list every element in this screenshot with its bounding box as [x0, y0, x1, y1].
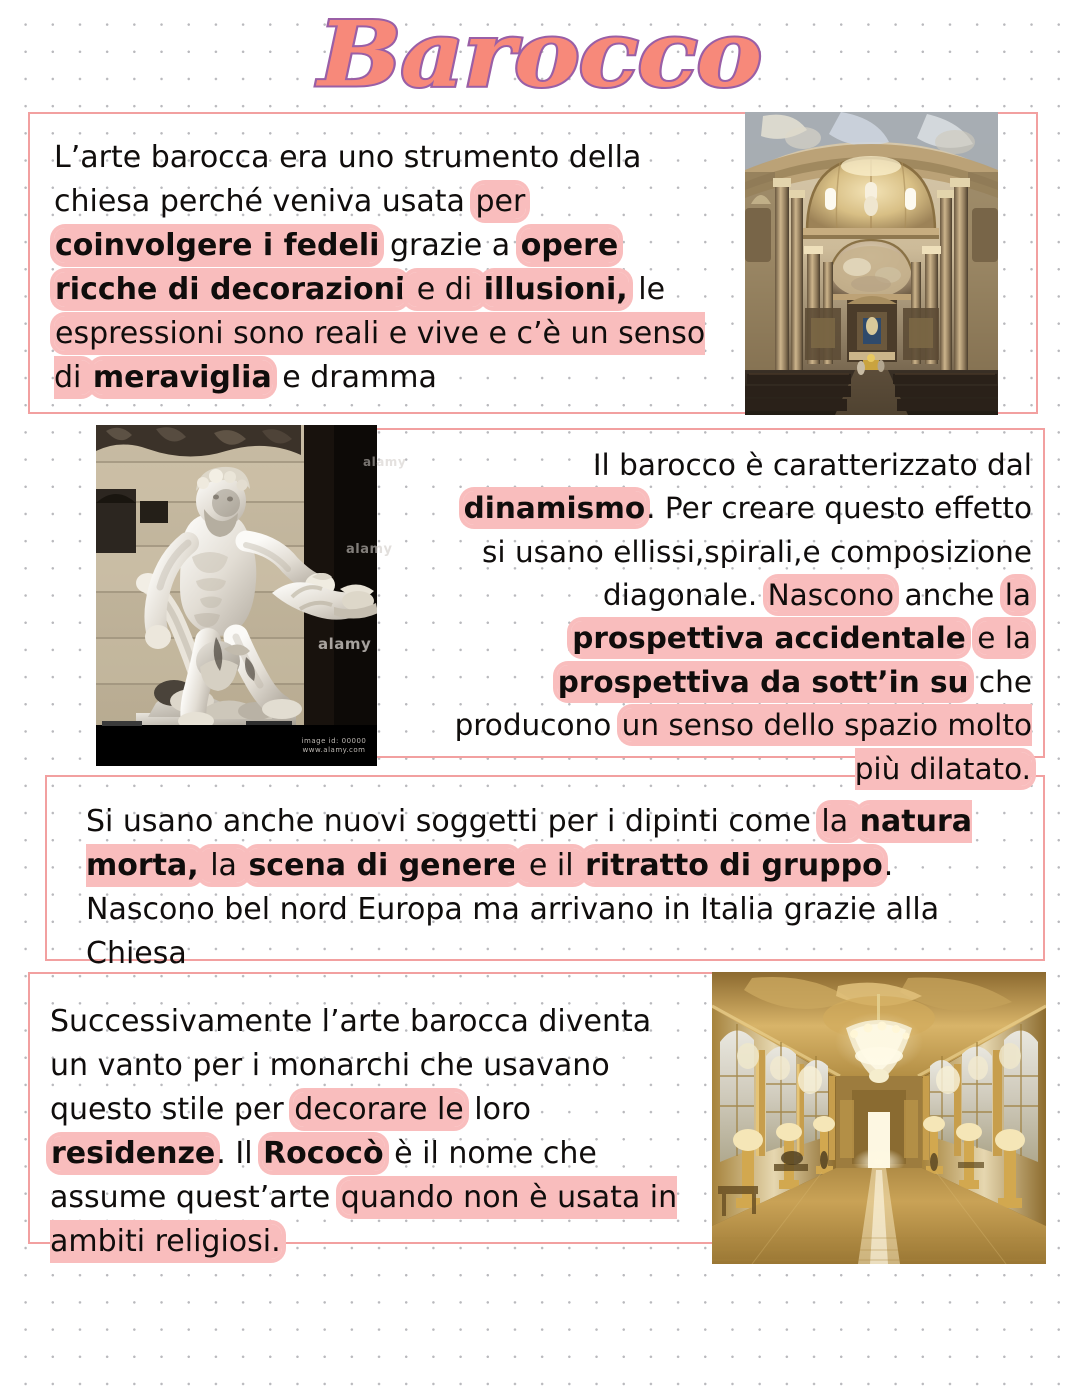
text-run: un senso dello spazio molto più dilatato.	[621, 708, 1032, 786]
text-run: . Per creare questo effetto si usano ellissi,spirali,e composizione diagonale.	[482, 491, 1032, 613]
text-run: opere	[520, 228, 619, 264]
baroque-sculpture-illustration	[96, 425, 377, 766]
text-run: coinvolgere i fedeli	[55, 228, 380, 264]
text-run: è il nome che assume quest’arte	[50, 1136, 597, 1216]
text-run: . Il	[216, 1136, 263, 1172]
text-run	[967, 621, 976, 655]
page-title: Barocco	[318, 0, 762, 108]
watermark-alamy-overlay-3: alamy	[363, 455, 407, 469]
text-run: e dramma	[272, 360, 437, 396]
text-run: anche	[895, 578, 1004, 613]
text-run: le	[628, 272, 666, 308]
paragraph-new-subjects	[86, 800, 1026, 976]
watermark-alamy-url: image id: 00000 www.alamy.com	[301, 737, 367, 754]
text-run: grazie a	[380, 228, 520, 264]
text-run: la	[200, 848, 247, 884]
text-run: la	[1004, 578, 1031, 613]
text-run: dinamismo	[463, 491, 646, 526]
text-run: Il barocco è caratterizzato dal	[592, 448, 1032, 482]
text-run: scena di genere	[248, 848, 518, 884]
text-run: Si usano anche nuovi soggetti per i dipinti come	[86, 804, 821, 839]
text-run: Nascono	[767, 578, 895, 613]
text-run: ritratto di gruppo	[585, 848, 883, 884]
text-run: che producono	[454, 664, 1032, 743]
versailles-hall-illustration	[712, 972, 1046, 1264]
watermark-alamy-overlay-1: alamy	[318, 635, 372, 653]
paragraph-baroque-church-art	[54, 136, 714, 401]
text-run: natura morta,	[86, 804, 972, 884]
text-run: prospettiva da sott’in su	[557, 664, 969, 699]
paragraph-dynamism-perspective	[440, 444, 1032, 791]
text-run: residenze	[51, 1136, 216, 1172]
watermark-alamy-overlay-2: alamy	[346, 542, 393, 557]
text-run: prospettiva accidentale	[572, 621, 966, 656]
text-run: Rococò	[263, 1136, 384, 1172]
text-run: e il	[519, 848, 584, 884]
text-run: e la	[977, 621, 1031, 656]
text-run: illusioni,	[483, 272, 628, 308]
text-run: Successivamente l’arte barocca diventa un vanto per i monarchi che usavano questo stile per	[50, 1004, 652, 1128]
text-run: e di	[407, 272, 482, 308]
image-versailles-hall	[712, 972, 1046, 1264]
text-run: quando non è usata in ambiti religiosi.	[50, 1180, 678, 1260]
text-run: ricche di decorazioni	[55, 272, 406, 308]
text-run: per	[475, 184, 526, 220]
paragraph-monarchs-rococo	[50, 1000, 698, 1265]
page-title-container	[0, 0, 1080, 108]
image-church-interior	[745, 112, 998, 415]
text-run: loro	[464, 1092, 532, 1128]
text-run: la	[821, 804, 858, 839]
church-interior-illustration	[745, 112, 998, 415]
text-run: . Nascono bel nord Europa ma arrivano in Italia grazie alla Chiesa	[86, 848, 940, 972]
text-run: espressioni sono reali e vive e c’è un senso di	[54, 316, 706, 396]
text-run: L’arte barocca era uno strumento della chiesa perché veniva usata	[54, 140, 642, 220]
image-baroque-sculpture	[96, 425, 377, 766]
text-run: decorare le	[294, 1092, 464, 1128]
text-run: meraviglia	[92, 360, 272, 396]
